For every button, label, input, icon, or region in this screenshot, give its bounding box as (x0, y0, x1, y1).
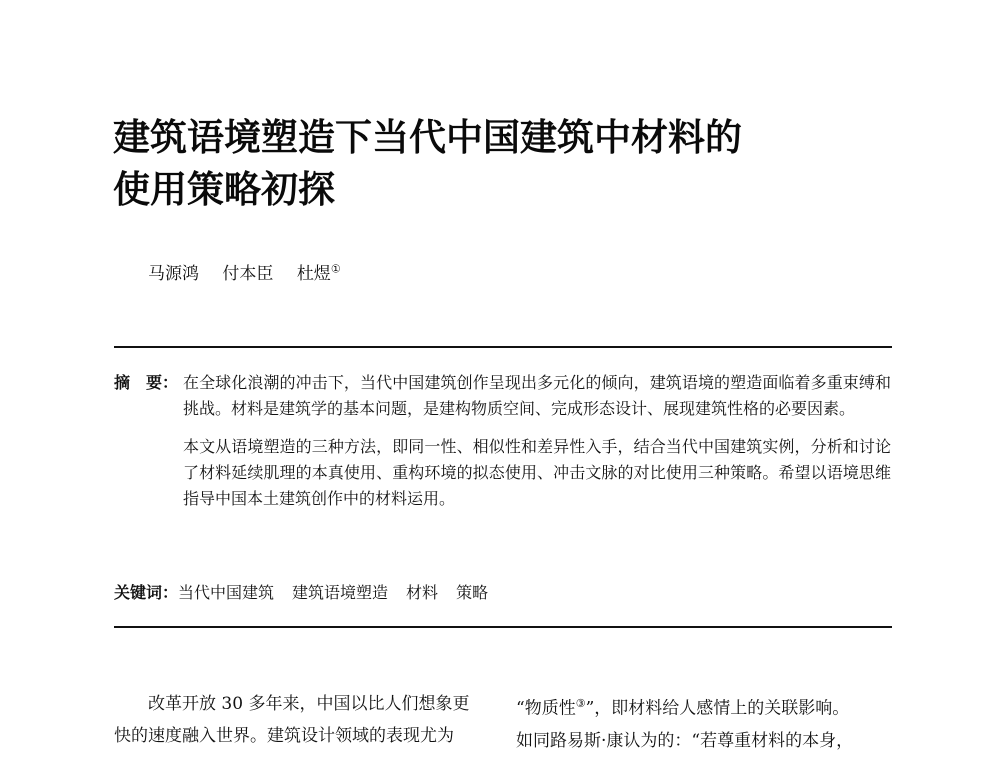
author-footnote-mark: ① (330, 262, 341, 275)
keywords-label: 关键词： (114, 583, 179, 602)
body-column-left (114, 688, 486, 752)
author-2: 付本臣 (222, 263, 274, 284)
footnote-mark: ③ (575, 697, 586, 710)
author-list (148, 258, 359, 285)
keyword-item: 材料 (406, 583, 439, 602)
paper-title (113, 112, 893, 216)
abstract-body (183, 370, 891, 512)
body-column-right (516, 688, 888, 757)
keywords (114, 582, 506, 604)
title-line-2: 使用策略初探 (113, 168, 335, 211)
body-text-segment: ”，即材料给人感情上的关联影响。 (585, 698, 850, 719)
author-1: 马源鸿 (148, 263, 199, 284)
body-text-line: 如同路易斯·康认为的：“若尊重材料的本身， (516, 730, 854, 751)
body-text-line: 快的速度融入世界。建筑设计领域的表现尤为 (114, 726, 454, 746)
keyword-item: 建筑语境塑造 (292, 583, 389, 602)
title-line-1: 建筑语境塑造下当代中国建筑中材料的 (113, 116, 742, 159)
keyword-item: 策略 (456, 583, 489, 602)
keyword-item: 当代中国建筑 (178, 583, 275, 602)
abstract-bottom-rule (114, 626, 892, 628)
abstract-paragraph-2: 本文从语境塑造的三种方法，即同一性、相似性和差异性入手，结合当代中国建筑实例，分析和讨论了材料延续肌理的本真使用、重构环境的拟态使用、冲击文脉的对比使用三种策略。希望以语境思维指导中国本土建筑创作中的材料运用。 (183, 437, 891, 508)
author-3 (297, 264, 341, 284)
body-text-line (516, 688, 888, 725)
author-3-name: 杜煜 (296, 263, 331, 284)
abstract-label: 摘 要： (114, 373, 179, 392)
body-text-segment: “物质性 (516, 698, 576, 719)
abstract-top-rule (114, 346, 892, 348)
body-text-line: 改革开放 30 多年来，中国以比人们想象更 (148, 694, 470, 714)
abstract-paragraph-1: 在全球化浪潮的冲击下，当代中国建筑创作呈现出多元化的倾向，建筑语境的塑造面临着多重束缚和挑战。材料是建筑学的基本问题，是建构物质空间、完成形态设计、展现建筑性格的必要因素。 (183, 373, 891, 418)
